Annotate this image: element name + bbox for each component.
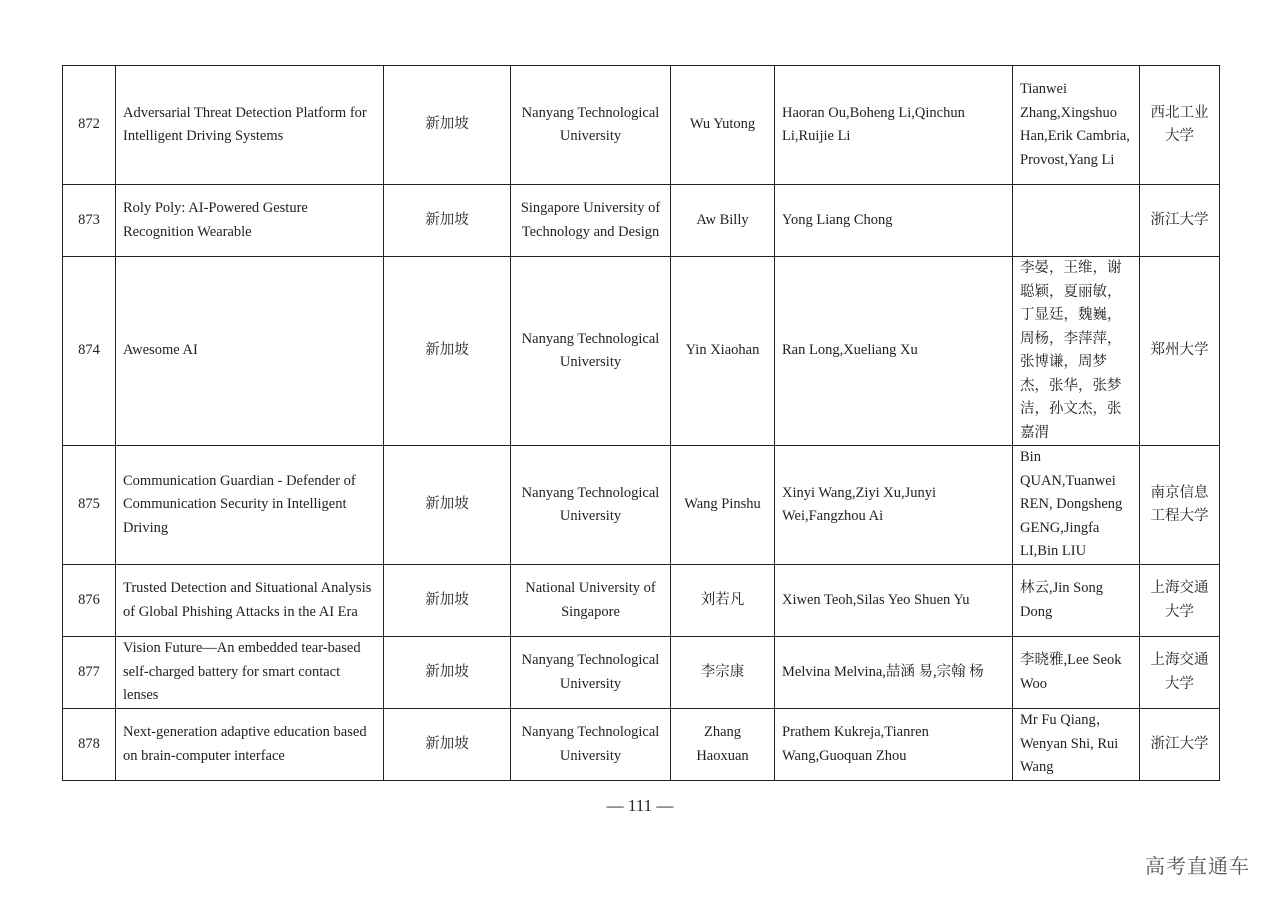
school-cell: Singapore University of Technology and Design bbox=[511, 185, 671, 257]
project-title: Roly Poly: AI-Powered Gesture Recognition Wearable bbox=[116, 185, 384, 257]
advisors-cell: Bin QUAN,Tuanwei REN, Dongsheng GENG,Jingfa LI,Bin LIU bbox=[1013, 446, 1140, 565]
advisors-cell bbox=[1013, 185, 1140, 257]
university-cell: 上海交通大学 bbox=[1140, 565, 1220, 637]
advisors-cell: 李晏，王维，谢聪颖，夏丽敏，丁显廷，魏巍，周杨，李萍萍，张博谦，周梦杰，张华，张梦洁，孙文杰，张嘉渭 bbox=[1013, 257, 1140, 446]
university-cell: 上海交通大学 bbox=[1140, 637, 1220, 709]
table-row bbox=[63, 446, 1220, 565]
row-number: 874 bbox=[63, 257, 116, 446]
project-title: Communication Guardian - Defender of Communication Security in Intelligent Driving bbox=[116, 446, 384, 565]
university-cell: 浙江大学 bbox=[1140, 185, 1220, 257]
university-cell: 浙江大学 bbox=[1140, 709, 1220, 781]
project-title: Adversarial Threat Detection Platform for Intelligent Driving Systems bbox=[116, 66, 384, 185]
advisors-cell: Mr Fu Qiang，Wenyan Shi, Rui Wang bbox=[1013, 709, 1140, 781]
advisors-cell: Tianwei Zhang,Xingshuo Han,Erik Cambria, Provost,Yang Li bbox=[1013, 66, 1140, 185]
page-number: — 111 — bbox=[606, 796, 674, 815]
table-row bbox=[63, 185, 1220, 257]
members-cell: Ran Long,Xueliang Xu bbox=[775, 257, 1013, 446]
advisors-cell: 李晓雅,Lee Seok Woo bbox=[1013, 637, 1140, 709]
table-row bbox=[63, 709, 1220, 781]
row-number: 872 bbox=[63, 66, 116, 185]
school-cell: Nanyang Technological University bbox=[511, 257, 671, 446]
leader-cell: Aw Billy bbox=[671, 185, 775, 257]
row-number: 877 bbox=[63, 637, 116, 709]
school-cell: Nanyang Technological University bbox=[511, 446, 671, 565]
country-cell: 新加坡 bbox=[384, 185, 511, 257]
leader-cell: Zhang Haoxuan bbox=[671, 709, 775, 781]
members-cell: Xinyi Wang,Ziyi Xu,Junyi Wei,Fangzhou Ai bbox=[775, 446, 1013, 565]
leader-cell: Wu Yutong bbox=[671, 66, 775, 185]
members-cell: Haoran Ou,Boheng Li,Qinchun Li,Ruijie Li bbox=[775, 66, 1013, 185]
country-cell: 新加坡 bbox=[384, 446, 511, 565]
row-number: 875 bbox=[63, 446, 116, 565]
school-cell: Nanyang Technological University bbox=[511, 637, 671, 709]
project-title: Trusted Detection and Situational Analysis of Global Phishing Attacks in the AI Era bbox=[116, 565, 384, 637]
project-table bbox=[62, 65, 1220, 781]
university-cell: 郑州大学 bbox=[1140, 257, 1220, 446]
country-cell: 新加坡 bbox=[384, 66, 511, 185]
project-title: Awesome AI bbox=[116, 257, 384, 446]
advisors-cell: 林云,Jin Song Dong bbox=[1013, 565, 1140, 637]
country-cell: 新加坡 bbox=[384, 637, 511, 709]
school-cell: National University of Singapore bbox=[511, 565, 671, 637]
project-title: Vision Future—An embedded tear-based self-charged battery for smart contact lenses bbox=[116, 637, 384, 709]
members-cell: Prathem Kukreja,Tianren Wang,Guoquan Zhou bbox=[775, 709, 1013, 781]
row-number: 873 bbox=[63, 185, 116, 257]
row-number: 878 bbox=[63, 709, 116, 781]
row-number: 876 bbox=[63, 565, 116, 637]
leader-cell: 刘若凡 bbox=[671, 565, 775, 637]
university-cell: 南京信息工程大学 bbox=[1140, 446, 1220, 565]
country-cell: 新加坡 bbox=[384, 565, 511, 637]
country-cell: 新加坡 bbox=[384, 257, 511, 446]
leader-cell: 李宗康 bbox=[671, 637, 775, 709]
members-cell: Xiwen Teoh,Silas Yeo Shuen Yu bbox=[775, 565, 1013, 637]
members-cell: Melvina Melvina,喆涵 易,宗翰 杨 bbox=[775, 637, 1013, 709]
school-cell: Nanyang Technological University bbox=[511, 66, 671, 185]
country-cell: 新加坡 bbox=[384, 709, 511, 781]
table-row bbox=[63, 565, 1220, 637]
watermark: 高考直通车 bbox=[1145, 854, 1250, 878]
university-cell: 西北工业大学 bbox=[1140, 66, 1220, 185]
project-title: Next-generation adaptive education based on brain-computer interface bbox=[116, 709, 384, 781]
table-row bbox=[63, 637, 1220, 709]
table-row bbox=[63, 257, 1220, 446]
leader-cell: Yin Xiaohan bbox=[671, 257, 775, 446]
members-cell: Yong Liang Chong bbox=[775, 185, 1013, 257]
leader-cell: Wang Pinshu bbox=[671, 446, 775, 565]
table-row bbox=[63, 66, 1220, 185]
school-cell: Nanyang Technological University bbox=[511, 709, 671, 781]
